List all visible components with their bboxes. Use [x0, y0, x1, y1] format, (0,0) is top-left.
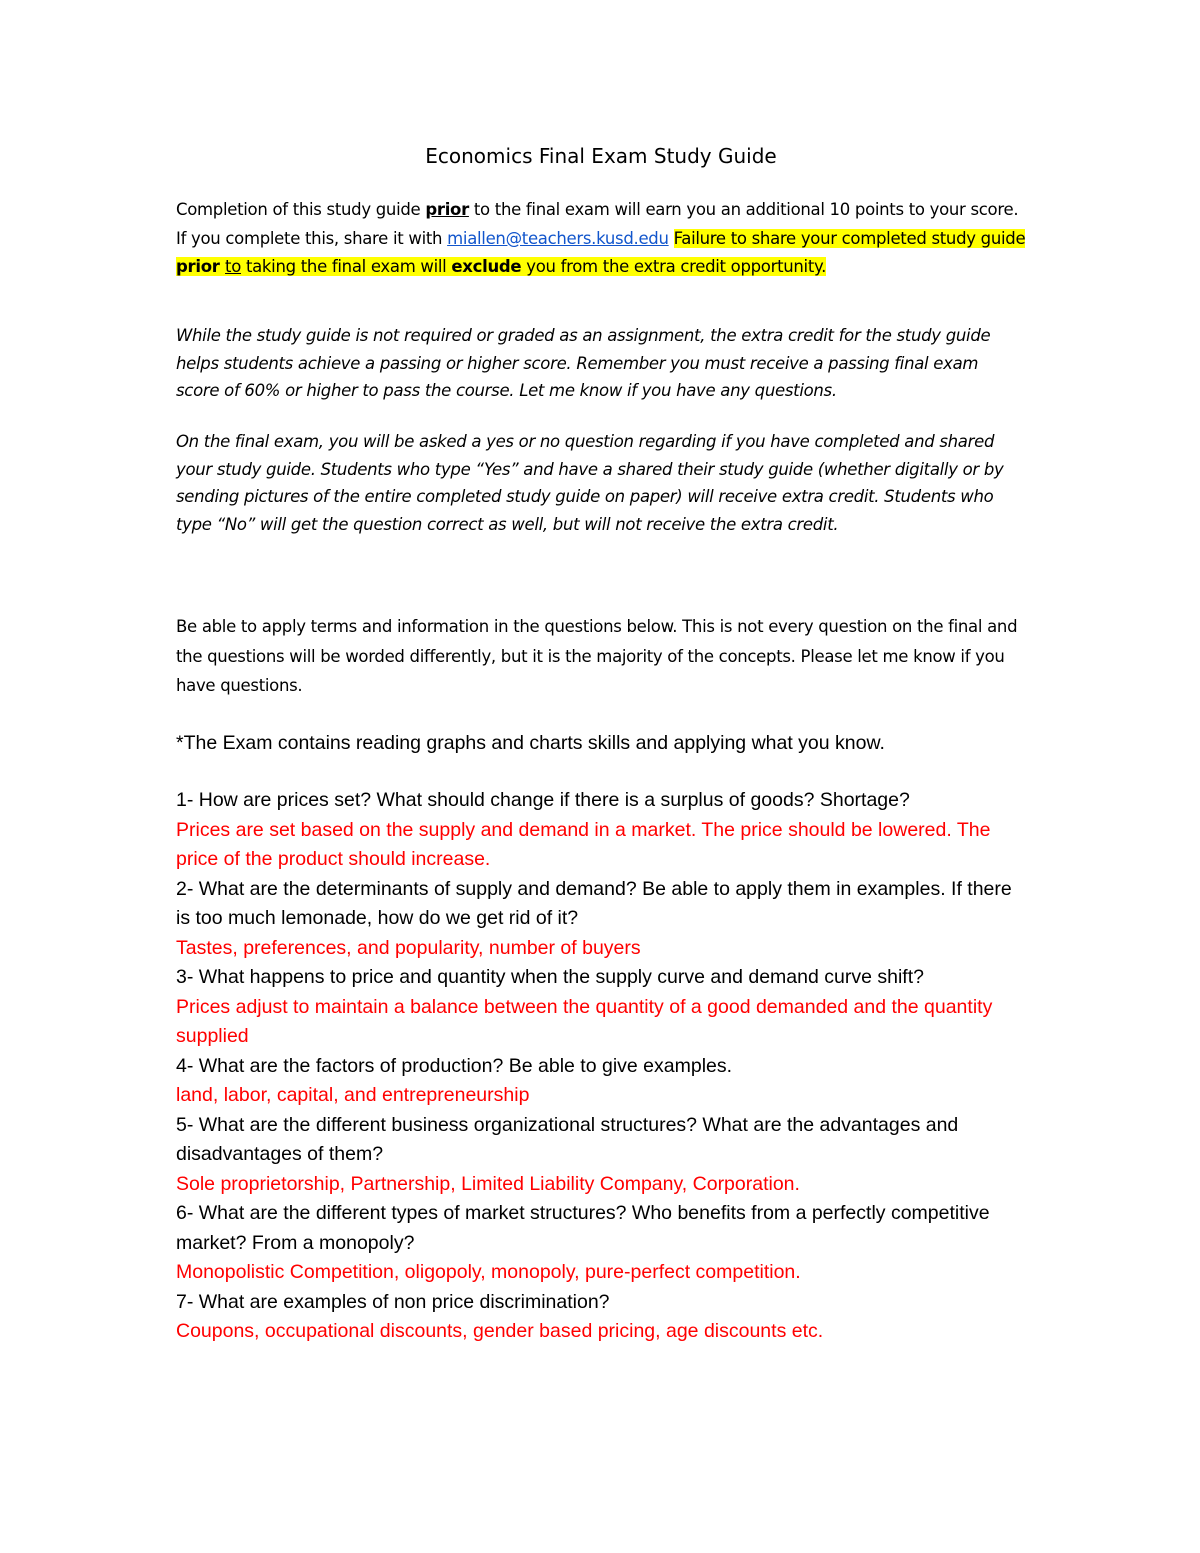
exam-note: *The Exam contains reading graphs and charts skills and applying what you know. [176, 732, 885, 754]
warning-text-3: you from the extra credit opportunity. [521, 257, 827, 276]
warning-text-1: Failure to share your completed study guide [673, 228, 1026, 248]
concepts-paragraph: Be able to apply terms and information in the questions below. This is not every question on the final and the questions will be worded differently, but it is the majority of the concepts. Please let me know if you have questions. [176, 617, 1018, 695]
extra-credit-note: On the final exam, you will be asked a yes or no question regarding if you have completed and shared your study guide. Students who type “Yes” and have a shared their study guide (whether digitally or by sending pictures of the entire completed study guide on paper) will receive extra credit. Students who type “No” will get the question correct as well, but will not receive the extra credit. [176, 432, 1004, 534]
question-6: 6- What are the different types of market structures? Who benefits from a perfectly competitive market? From a monopoly? [176, 1202, 990, 1254]
intro-text-1: Completion of this study guide [176, 200, 426, 219]
answer-5: Sole proprietorship, Partnership, Limited Liability Company, Corporation. [176, 1172, 800, 1195]
question-5: 5- What are the different business organizational structures? What are the advantages and disadvantages of them? [176, 1113, 959, 1165]
intro-text-2: to the final exam will earn you an additional 10 points to your score. If you complete this, share it with [176, 200, 1019, 248]
answer-7: Coupons, occupational discounts, gender based pricing, age discounts etc. [176, 1320, 824, 1342]
question-3: 3- What happens to price and quantity when the supply curve and demand curve shift? [176, 966, 924, 988]
study-guide-note: While the study guide is not required or graded as an assignment, the extra credit for the study guide helps students achieve a passing or higher score. Remember you must receive a passing final exam score of 60% or higher to pass the course. Let me know if you have any questions. [176, 326, 991, 400]
page-title: Economics Final Exam Study Guide [425, 144, 777, 168]
question-list [176, 786, 1026, 1347]
intro-paragraph [176, 196, 1026, 282]
question-1: 1- How are prices set? What should change if there is a surplus of goods? Shortage? [176, 789, 910, 811]
answer-6: Monopolistic Competition, oligopoly, monopoly, pure-perfect competition. [176, 1261, 801, 1283]
warning-exclude-emphasis: exclude [451, 257, 522, 276]
answer-2: Tastes, preferences, and popularity, number of buyers [176, 936, 641, 959]
question-2: 2- What are the determinants of supply and demand? Be able to apply them in examples. If there is too much lemonade, how do we get rid of it? [176, 877, 1012, 929]
warning-text-2: taking the final exam will [241, 257, 452, 276]
question-4: 4- What are the factors of production? Be able to give examples. [176, 1054, 733, 1077]
intro-prior-emphasis: prior [425, 200, 469, 219]
warning-to: to [225, 257, 241, 276]
warning-prior-emphasis: prior [176, 257, 226, 276]
teacher-email-link[interactable]: miallen@teachers.kusd.edu [447, 228, 669, 248]
question-7: 7- What are examples of non price discrimination? [176, 1290, 610, 1313]
answer-3: Prices adjust to maintain a balance between the quantity of a good demanded and the quantity supplied [176, 995, 993, 1047]
answer-1: Prices are set based on the supply and demand in a market. The price should be lowered. The price of the product should increase. [176, 818, 991, 870]
answer-4: land, labor, capital, and entrepreneurship [176, 1084, 530, 1106]
